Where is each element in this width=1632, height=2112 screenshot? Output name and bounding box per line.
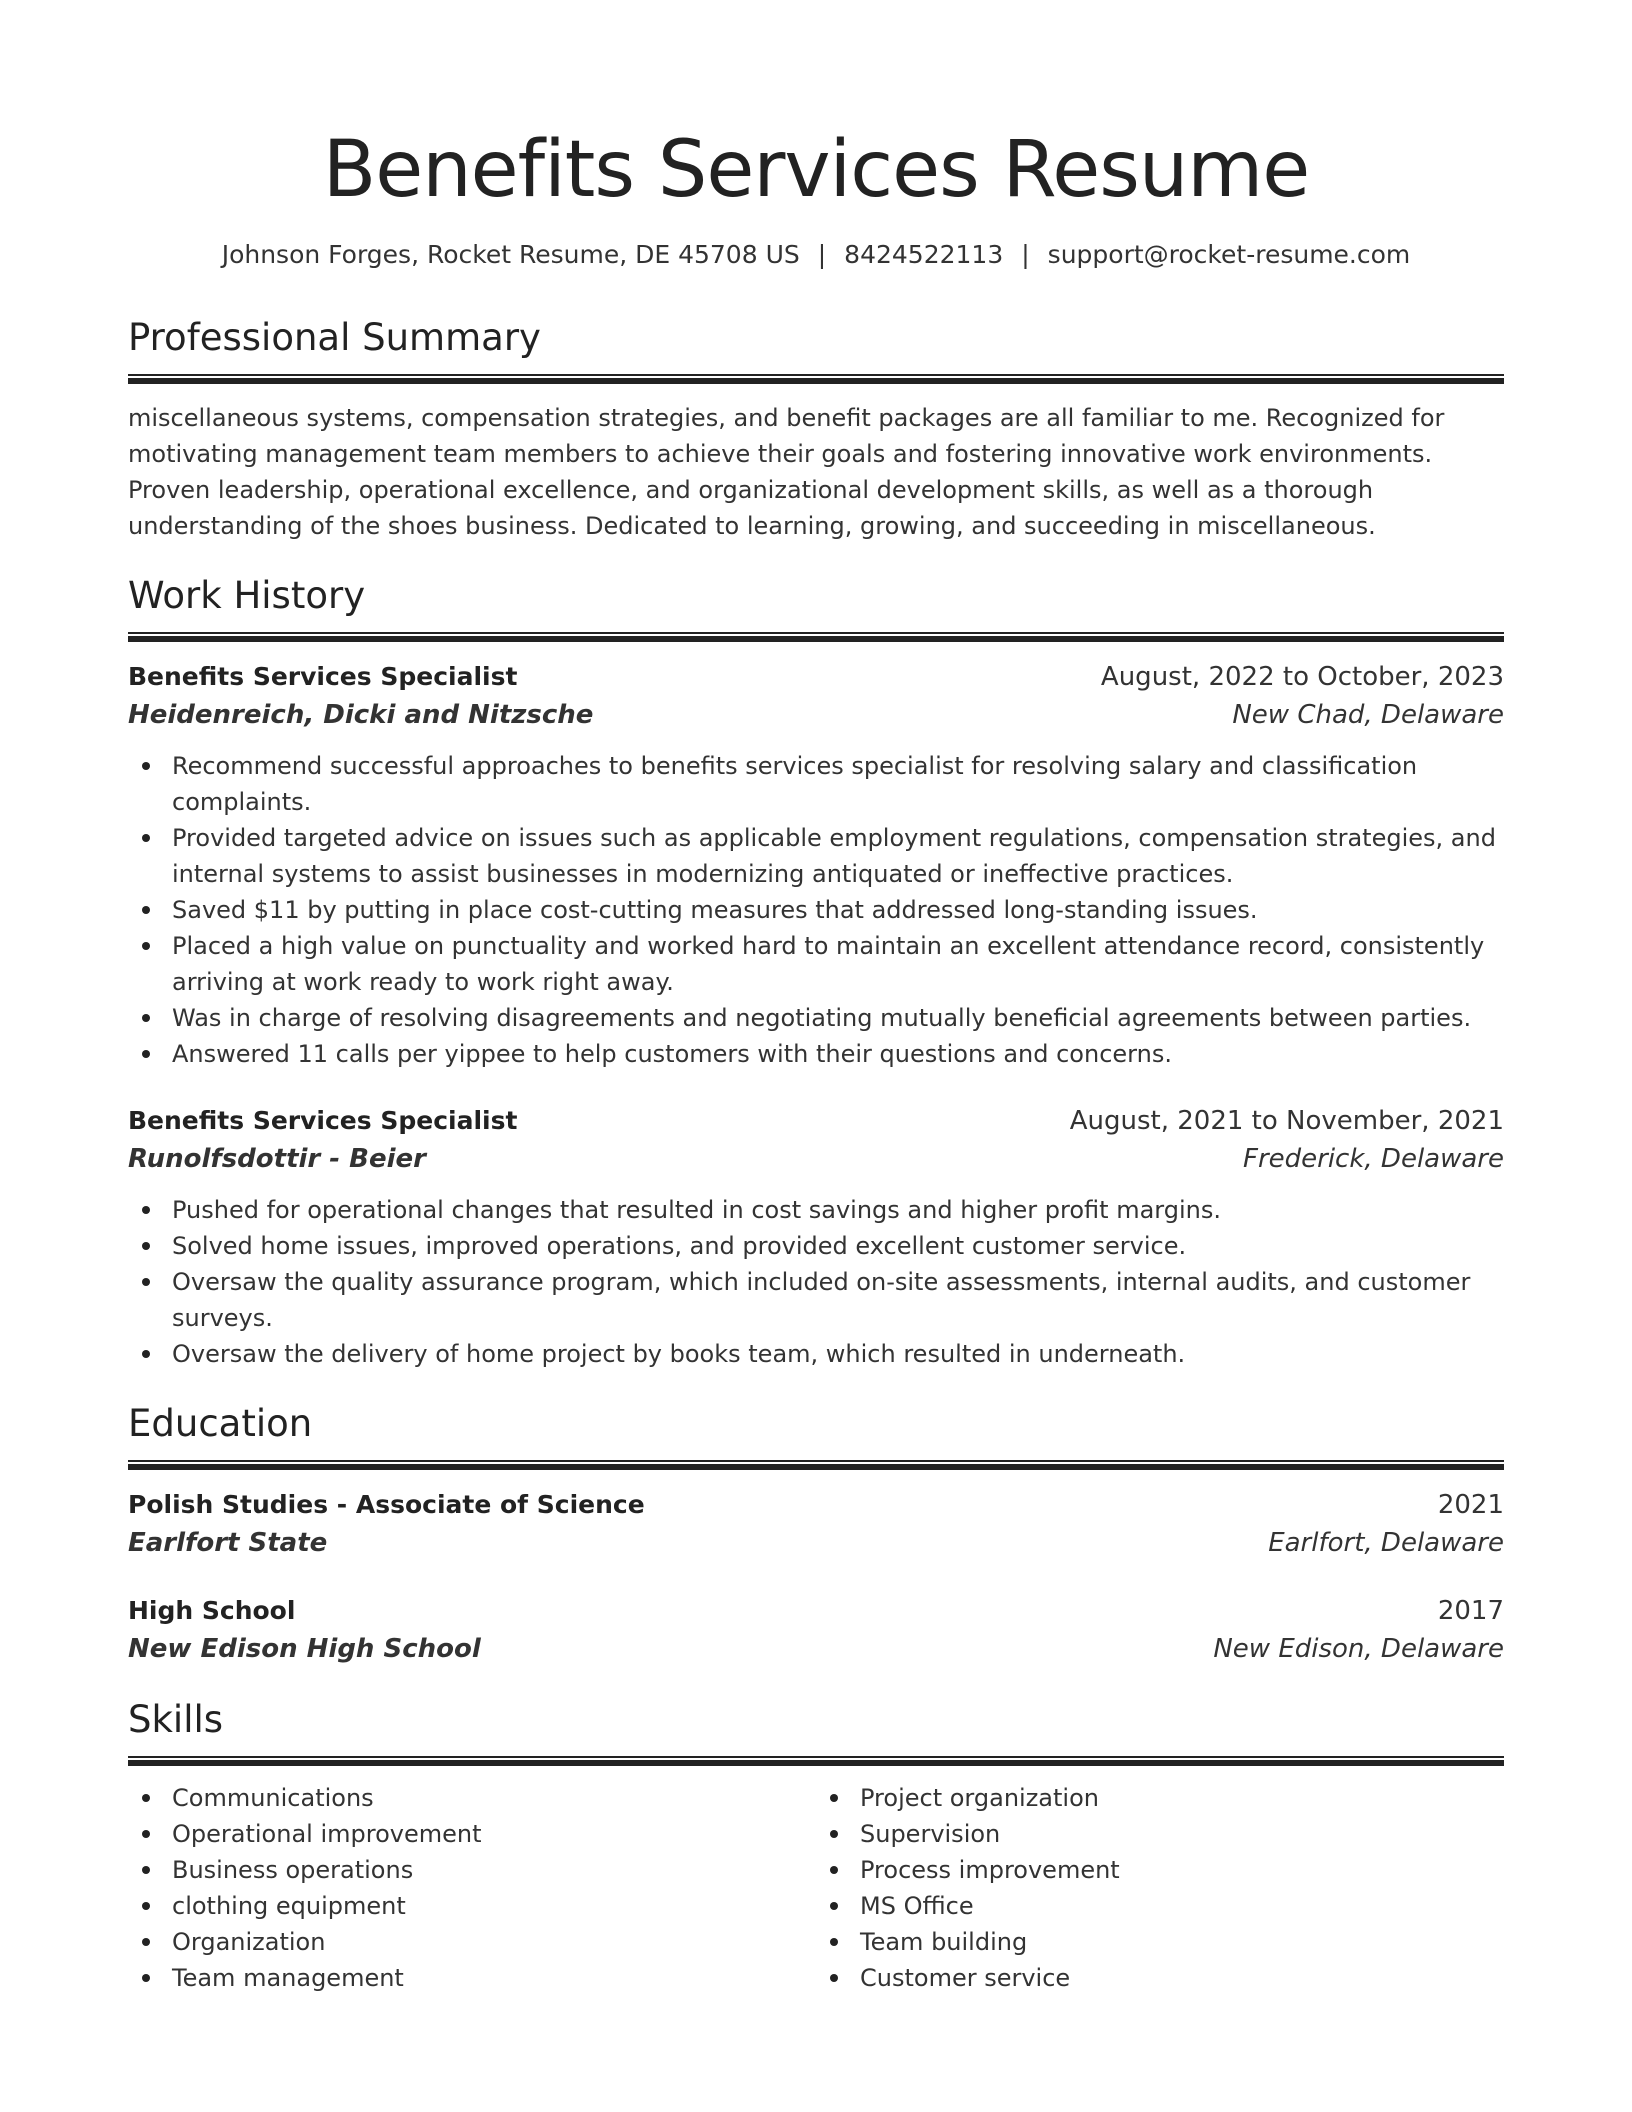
skill-item: Team building [816,1924,1504,1960]
contact-address: Johnson Forges, Rocket Resume, DE 45708 US [221,240,800,269]
job-header [128,1102,1504,1140]
job-bullets [128,1192,1504,1372]
job-location: Frederick, Delaware [1243,1144,1504,1174]
bullet-item: Oversaw the quality assurance program, which included on-site assessments, internal audits, and customer surveys. [128,1264,1504,1336]
education-heading: Education [128,1402,313,1445]
job-dates: August, 2021 to November, 2021 [1069,1106,1504,1136]
skill-item: Organization [128,1924,816,1960]
education-year: 2017 [1437,1596,1504,1626]
summary-heading: Professional Summary [128,316,541,359]
education-school: New Edison High School [128,1634,481,1664]
job-subheader [128,1140,1504,1178]
education-subheader [128,1524,1504,1562]
education-entry [128,1592,1504,1668]
bullet-item: Saved $11 by putting in place cost-cutting measures that addressed long-standing issues. [128,892,1504,928]
skills-grid [128,1780,1504,1996]
section-divider [128,374,1504,384]
skill-item: Operational improvement [128,1816,816,1852]
bullet-item: Pushed for operational changes that resulted in cost savings and higher profit margins. [128,1192,1504,1228]
education-header [128,1592,1504,1630]
bullet-item: Solved home issues, improved operations, and provided excellent customer service. [128,1228,1504,1264]
job-title: Benefits Services Specialist [128,1106,518,1135]
job-header [128,658,1504,696]
skills-column-right [816,1780,1504,1996]
summary-section [128,314,1504,544]
job-bullets [128,748,1504,1072]
education-year: 2021 [1437,1490,1504,1520]
skill-item: Project organization [816,1780,1504,1816]
contact-line [128,238,1504,272]
section-divider [128,632,1504,642]
job-company: Runolfsdottir - Beier [128,1144,426,1174]
skills-section [128,1696,1504,1996]
skill-item: Customer service [816,1960,1504,1996]
job-company: Heidenreich, Dicki and Nitzsche [128,700,594,730]
contact-email: support@rocket-resume.com [1047,240,1411,269]
bullet-item: Placed a high value on punctuality and worked hard to maintain an excellent attendance record, consistently arriving at work ready to work right away. [128,928,1504,1000]
skill-item: Business operations [128,1852,816,1888]
skill-item: Supervision [816,1816,1504,1852]
skills-column-left [128,1780,816,1996]
job-subheader [128,696,1504,734]
bullet-item: Oversaw the delivery of home project by books team, which resulted in underneath. [128,1336,1504,1372]
section-divider [128,1756,1504,1766]
contact-separator: | [1021,240,1030,269]
education-degree: Polish Studies - Associate of Science [128,1490,645,1519]
contact-separator: | [817,240,827,269]
work-heading: Work History [128,574,366,617]
contact-phone: 8424522113 [844,240,1004,269]
work-section [128,572,1504,1372]
resume-title: Benefits Services Resume [322,125,1310,215]
bullet-item: Provided targeted advice on issues such as applicable employment regulations, compensation strategies, and internal systems to assist businesses in modernizing antiquated or ineffective practices. [128,820,1504,892]
skills-heading: Skills [128,1698,224,1741]
job-entry [128,1102,1504,1372]
skill-item: MS Office [816,1888,1504,1924]
bullet-item: Recommend successful approaches to benefits services specialist for resolving salary and classification complaints. [128,748,1504,820]
education-school: Earlfort State [128,1528,328,1558]
bullet-item: Was in charge of resolving disagreements and negotiating mutually beneficial agreements between parties. [128,1000,1504,1036]
job-location: New Chad, Delaware [1232,700,1504,730]
section-divider [128,1460,1504,1470]
education-entry [128,1486,1504,1562]
education-location: New Edison, Delaware [1213,1634,1504,1664]
education-section [128,1400,1504,1668]
skill-item: Communications [128,1780,816,1816]
job-entry [128,658,1504,1072]
education-degree: High School [128,1596,296,1625]
summary-text: miscellaneous systems, compensation strategies, and benefit packages are all familiar to me. Recognized for motivating management team members to achieve their goals and fostering innovative work environments. Proven leadership, operational excellence, and organizational development skills, as well as a thorough understanding of the shoes business. Dedicated to learning, growing, and succeeding in miscellaneous. [128,404,1445,540]
skill-item: Process improvement [816,1852,1504,1888]
bullet-item: Answered 11 calls per yippee to help customers with their questions and concerns. [128,1036,1504,1072]
skill-item: clothing equipment [128,1888,816,1924]
education-header [128,1486,1504,1524]
education-subheader [128,1630,1504,1668]
job-title: Benefits Services Specialist [128,662,518,691]
skill-item: Team management [128,1960,816,1996]
job-dates: August, 2022 to October, 2023 [1100,662,1504,692]
education-location: Earlfort, Delaware [1268,1528,1504,1558]
